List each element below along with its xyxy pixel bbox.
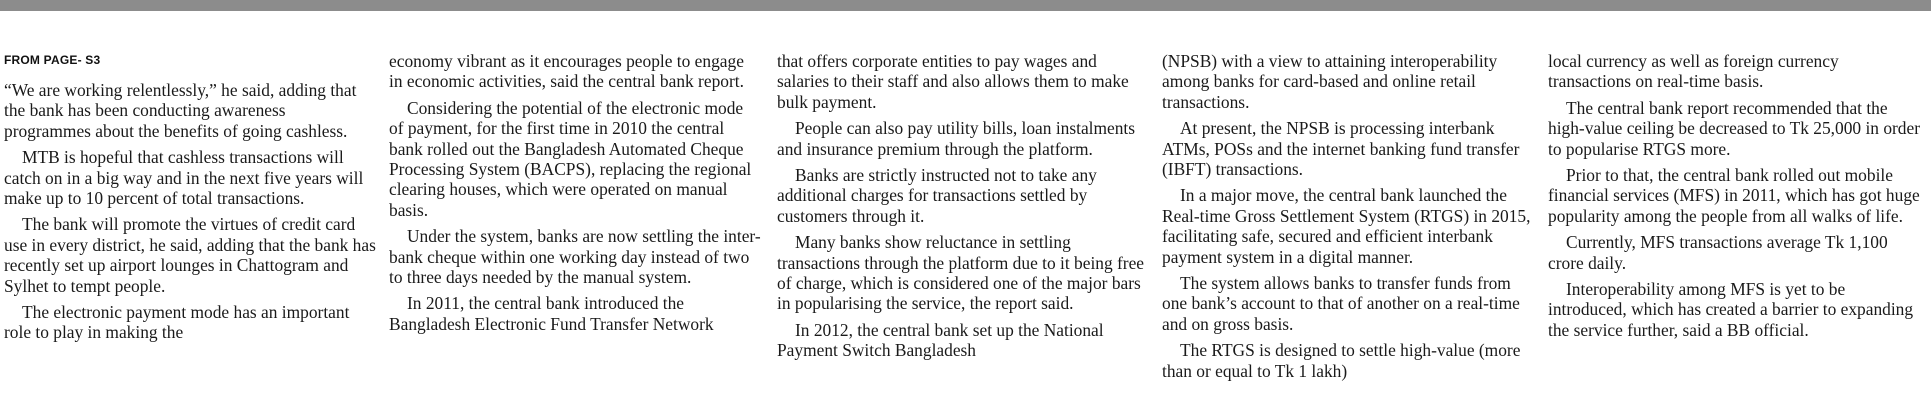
paragraph: In 2012, the central bank set up the National Payment Switch Bangladesh: [777, 319, 1104, 361]
paragraph: (NPSB) with a view to attaining interoperability among banks for card-based and online retail transactions.: [1162, 51, 1498, 112]
paragraph: economy vibrant as it encourages people to engage in economic activities, said the central bank report.: [389, 51, 744, 92]
paragraph: In a major move, the central bank launched the Real-time Gross Settlement System (RTGS) in 2015, facilitating safe, secured and efficient interbank payment system in a digital manner.: [1162, 185, 1531, 267]
paragraph: The RTGS is designed to settle high-value (more than or equal to Tk 1 lakh): [1162, 340, 1521, 381]
paragraph: The electronic payment mode has an important role to play in making the: [4, 302, 350, 343]
continuation-kicker: FROM PAGE- S3: [4, 53, 101, 67]
paragraph: Banks are strictly instructed not to take any additional charges for transactions settled by customers through it.: [777, 165, 1097, 226]
paragraph: MTB is hopeful that cashless transactions will catch on in a big way and in the next five years will make up to 10 percent of total transactions.: [4, 147, 364, 209]
article-column-4: [1162, 51, 1534, 381]
paragraph: Currently, MFS transactions average Tk 1,100 crore daily.: [1548, 232, 1888, 273]
paragraph: At present, the NPSB is processing interbank ATMs, POSs and the internet banking fund transfer (IBFT) transactions.: [1162, 118, 1520, 180]
paragraph: local currency as well as foreign currency transactions on real-time basis.: [1548, 51, 1839, 92]
paragraph: The system allows banks to transfer funds from one bank’s account to that of another on a real-time and on gross basis.: [1162, 273, 1520, 334]
paragraph: Considering the potential of the electronic mode of payment, for the first time in 2010 the central bank rolled out the Bangladesh Automated Cheque Processing System (BACPS), replacing the regional clearing houses, which were operated on manual basis.: [389, 97, 752, 220]
article-column-1: [4, 50, 376, 343]
article-column-3: [777, 51, 1149, 361]
paragraph: The bank will promote the virtues of credit card use in every district, he said, adding that the bank has recently set up airport lounges in Chattogram and Sylhet to tempt people.: [4, 214, 376, 296]
paragraph: Prior to that, the central bank rolled out mobile financial services (MFS) in 2011, which has got huge popularity among the people from all walks of life.: [1548, 165, 1920, 226]
paragraph: People can also pay utility bills, loan instalments and insurance premium through the platform.: [777, 118, 1136, 159]
paragraph: The central bank report recommended that the high-value ceiling be decreased to Tk 25,000 in order to popularise RTGS more.: [1548, 97, 1921, 159]
article-column-5: [1548, 51, 1920, 340]
paragraph: that offers corporate entities to pay wages and salaries to their staff and also allows them to make bulk payment.: [777, 51, 1129, 112]
paragraph: “We are working relentlessly,” he said, adding that the bank has been conducting awareness programmes about the benefits of going cashless.: [4, 80, 357, 141]
paragraph: Interoperability among MFS is yet to be introduced, which has created a barrier to expanding the service further, said a BB official.: [1548, 279, 1914, 340]
paragraph: In 2011, the central bank introduced the Bangladesh Electronic Fund Transfer Network: [389, 293, 714, 334]
top-rule: [0, 0, 1931, 11]
article-column-2: [389, 51, 761, 334]
paragraph: Many banks show reluctance in settling transactions through the platform due to it being free of charge, which is considered one of the major bars in popularising the service, the report said.: [777, 232, 1145, 314]
paragraph: Under the system, banks are now settling the inter-bank cheque within one working day instead of two to three days needed by the manual system.: [389, 226, 761, 288]
